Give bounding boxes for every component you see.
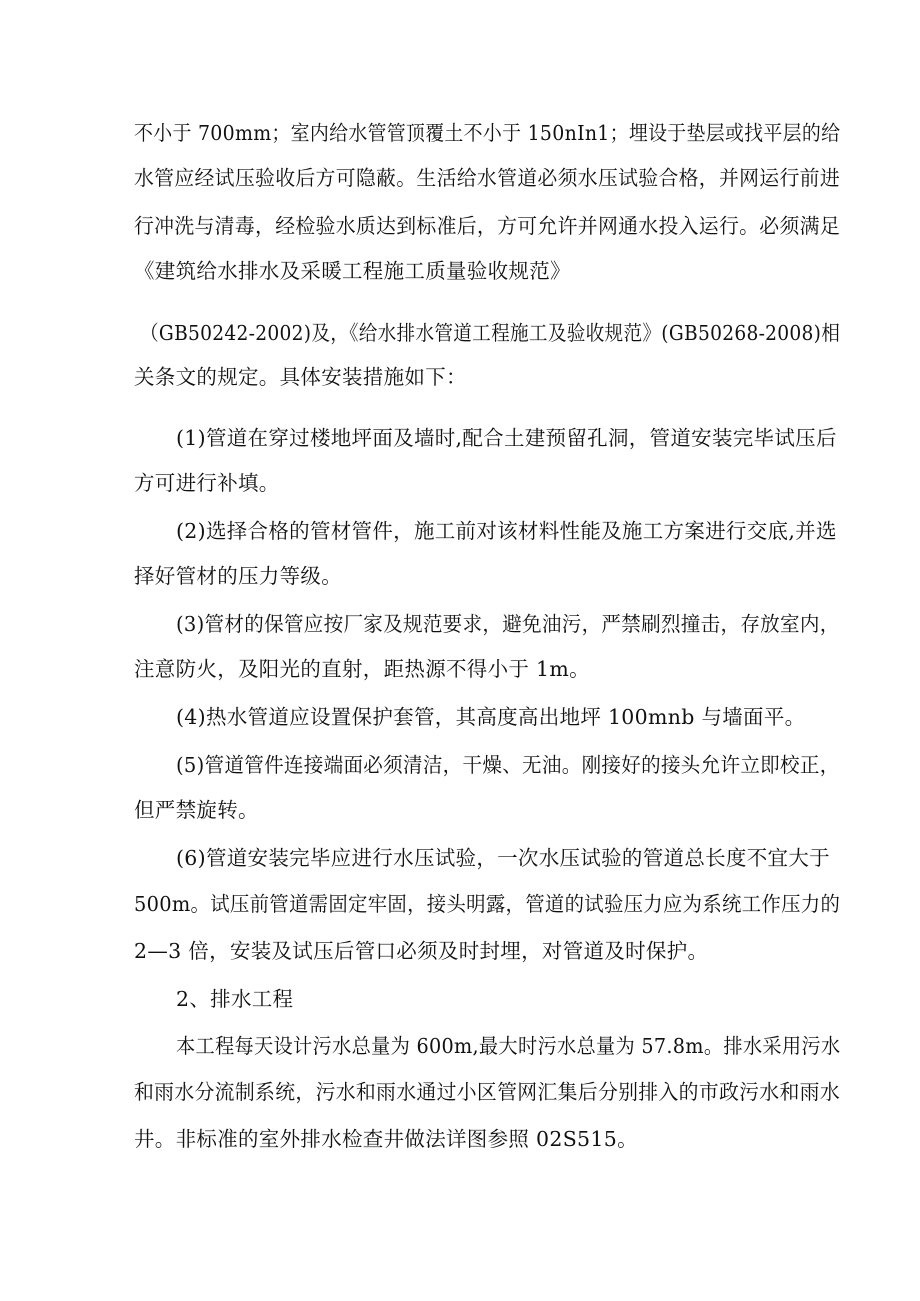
- section-heading: 2、排水工程: [176, 987, 294, 1011]
- paragraph-1-line-3: 行冲洗与清毒，经检验水质达到标准后，方可允许并网通水投入运行。必须满足: [134, 214, 840, 238]
- paragraph-1-line-4: 《建筑给水排水及采暖工程施工质量验收规范》: [134, 259, 571, 283]
- item-3-line-2: 注意防火，及阳光的直射，距热源不得小于 1m。: [134, 657, 590, 681]
- item-3-line-1: (3)管材的保管应按厂家及规范要求，避免油污，严禁刷烈撞击，存放室内，: [176, 612, 840, 636]
- paragraph-drainage-line-3: 井。非标准的室外排水检查井做法详图参照 02S515。: [134, 1127, 638, 1151]
- item-4-line-1: (4)热水管道应设置保护套管，其高度高出地坪 100mnb 与墙面平。: [176, 705, 806, 729]
- item-1-line-1: (1)管道在穿过楼地坪面及墙时,配合土建预留孔洞，管道安装完毕试压后: [176, 426, 837, 450]
- item-5-line-1: (5)管道管件连接端面必须清洁，干燥、无油。刚接好的接头允许立即校正，: [176, 753, 840, 777]
- item-2-line-1: (2)选择合格的管材管件，施工前对该材料性能及施工方案进行交底,并选: [176, 519, 837, 543]
- item-5-line-2: 但严禁旋转。: [134, 798, 259, 822]
- paragraph-1-line-1: 不小于 700mm；室内给水管管顶覆土不小于 150nIn1；埋设于垫层或找平层的给: [134, 121, 841, 145]
- paragraph-2-line-2: 关条文的规定。具体安装措施如下：: [134, 365, 467, 389]
- item-1-line-2: 方可进行补填。: [134, 471, 280, 495]
- paragraph-drainage-line-2: 和雨水分流制系统，污水和雨水通过小区管网汇集后分别排入的市政污水和雨水: [134, 1080, 840, 1104]
- item-6-line-1: (6)管道安装完毕应进行水压试验，一次水压试验的管道总长度不宜大于: [176, 846, 830, 870]
- paragraph-drainage-line-1: 本工程每天设计污水总量为 600m,最大时污水总量为 57.8m。排水采用污水: [176, 1034, 841, 1058]
- paragraph-1-line-2: 水管应经试压验收后方可隐蔽。生活给水管道必须水压试验合格，并网运行前进: [134, 166, 840, 190]
- item-6-line-2: 500m。试压前管道需固定牢固，接头明露，管道的试验压力应为系统工作压力的: [134, 892, 841, 916]
- paragraph-2-line-1: （GB50242-2002)及，《给水排水管道工程施工及验收规范》(GB50268-2008)相: [140, 321, 841, 345]
- item-6-line-3: 2—3 倍，安装及试压后管口必须及时封埋，对管道及时保护。: [134, 939, 709, 963]
- item-2-line-2: 择好管材的压力等级。: [134, 564, 342, 588]
